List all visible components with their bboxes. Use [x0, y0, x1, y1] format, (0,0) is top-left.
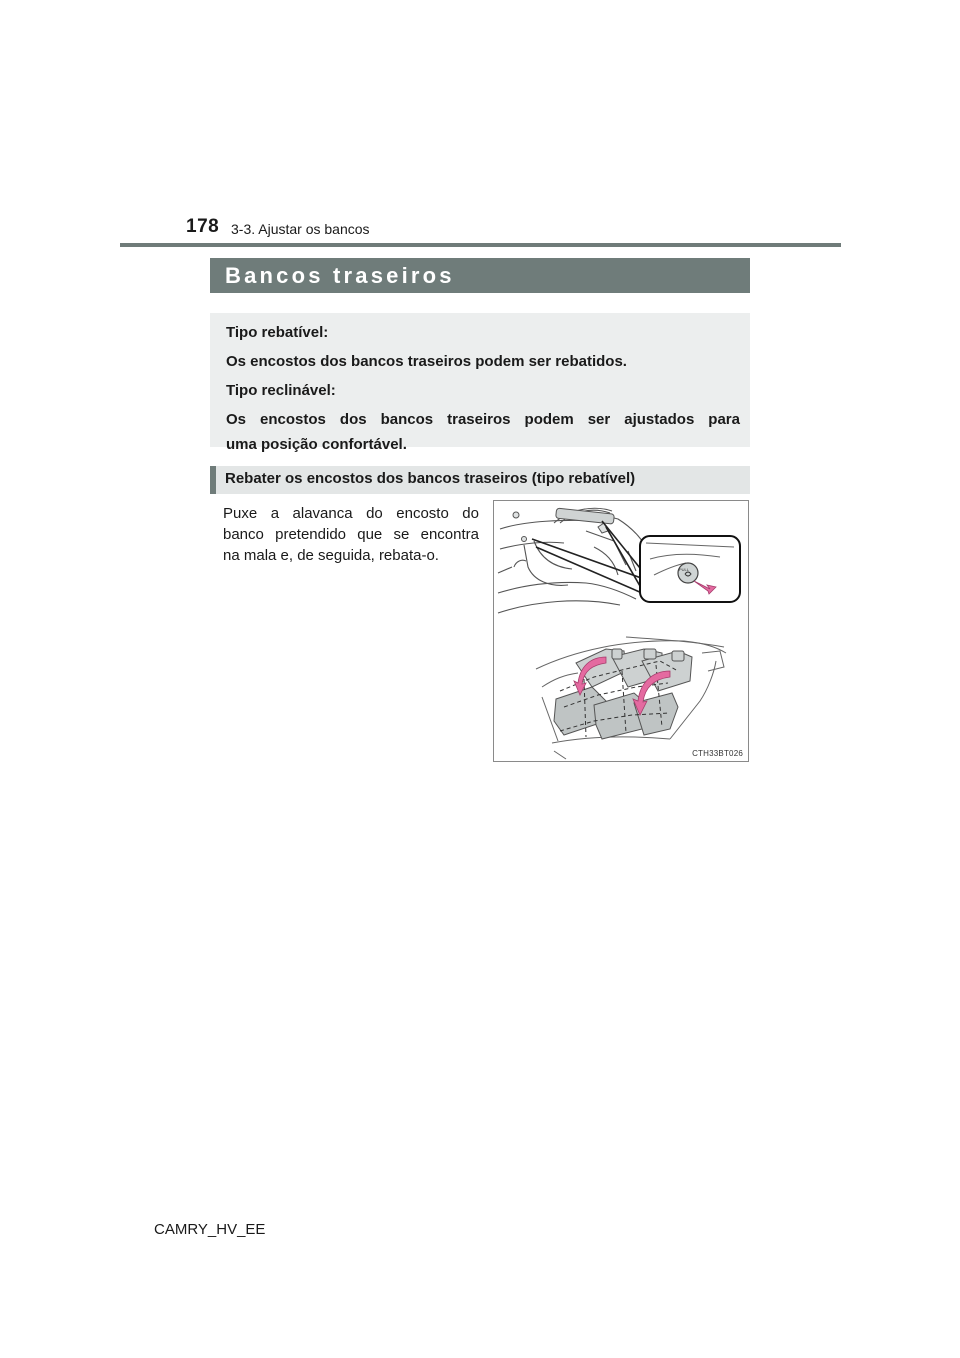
section-title: Bancos traseiros: [225, 263, 455, 288]
subsection-header-bar: [210, 466, 750, 494]
subsection-title: Rebater os encostos dos bancos traseiros (tipo rebatível): [225, 470, 636, 487]
running-head: 3-3. Ajustar os bancos: [231, 221, 370, 237]
svg-text:PULL: PULL: [679, 567, 690, 572]
rear-seat-fold-illustration: [493, 500, 749, 762]
intro-box: [210, 313, 750, 453]
instruction-text: [223, 503, 479, 566]
intro-line-reclining-type: Tipo reclinável:: [226, 382, 336, 399]
intro-line-reclining-desc-1: Os encostos dos bancos traseiros podem ser ajustados para: [226, 411, 740, 428]
figure-code: CTH33BT026: [692, 749, 743, 758]
instruction-line-3: na mala e, de seguida, rebata-o.: [223, 547, 439, 564]
intro-line-folding-desc: Os encostos dos bancos traseiros podem ser rebatidos.: [226, 353, 627, 370]
section-header-bar: [210, 258, 750, 293]
illustration-drawing: [494, 501, 749, 762]
header-rule: [120, 243, 841, 247]
intro-line-reclining-desc-2: uma posição confortável.: [226, 436, 407, 453]
page-number: 178: [186, 216, 220, 237]
footer-model-code: CAMRY_HV_EE: [154, 1221, 266, 1238]
instruction-line-2: banco pretendido que se encontra: [223, 526, 479, 543]
instruction-line-1: Puxe a alavanca do encosto do: [223, 505, 479, 522]
intro-line-folding-type: Tipo rebatível:: [226, 324, 329, 341]
